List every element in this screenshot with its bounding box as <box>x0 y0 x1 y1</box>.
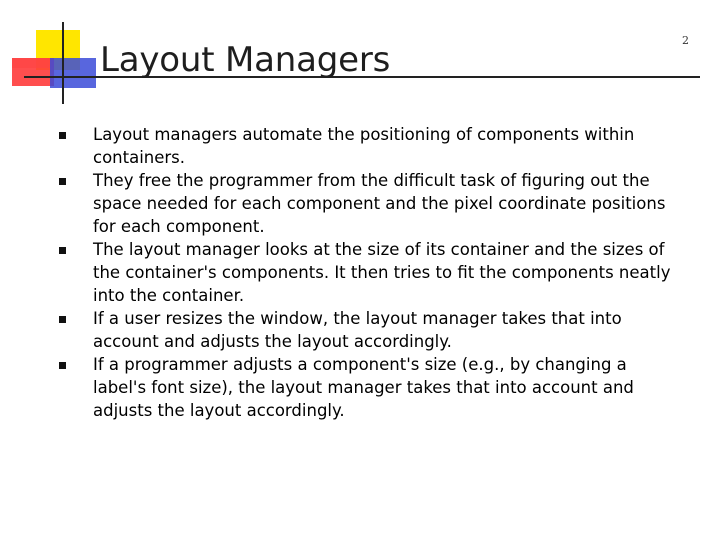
square-bullet-icon <box>59 362 66 369</box>
square-bullet-icon <box>59 132 66 139</box>
bullet-text: If a user resizes the window, the layout manager takes that into account and adjusts the layout accordingly. <box>93 309 622 351</box>
bullet-item <box>58 169 678 238</box>
bullet-item <box>58 123 678 169</box>
decorative-logo <box>0 0 110 110</box>
bullet-text: Layout managers automate the positioning of components within containers. <box>93 125 635 167</box>
slide-title: Layout Managers <box>100 40 391 80</box>
bullet-item <box>58 238 678 307</box>
logo-blue-block <box>50 58 96 88</box>
logo-vertical-line <box>62 22 64 104</box>
square-bullet-icon <box>59 178 66 185</box>
square-bullet-icon <box>59 247 66 254</box>
page-number: 2 <box>682 34 689 47</box>
bullet-list <box>58 123 678 422</box>
bullet-text: They free the programmer from the difficult task of figuring out the space needed for each component and the pixel coordinate positions for each component. <box>93 171 666 236</box>
bullet-item <box>58 353 678 422</box>
logo-red-block <box>12 58 54 86</box>
bullet-text: The layout manager looks at the size of its container and the sizes of the container's components. It then tries to fit the components neatly into the container. <box>93 240 671 305</box>
bullet-text: If a programmer adjusts a component's size (e.g., by changing a label's font size), the layout manager takes that into account and adjusts the layout accordingly. <box>93 355 634 420</box>
bullet-item <box>58 307 678 353</box>
square-bullet-icon <box>59 316 66 323</box>
